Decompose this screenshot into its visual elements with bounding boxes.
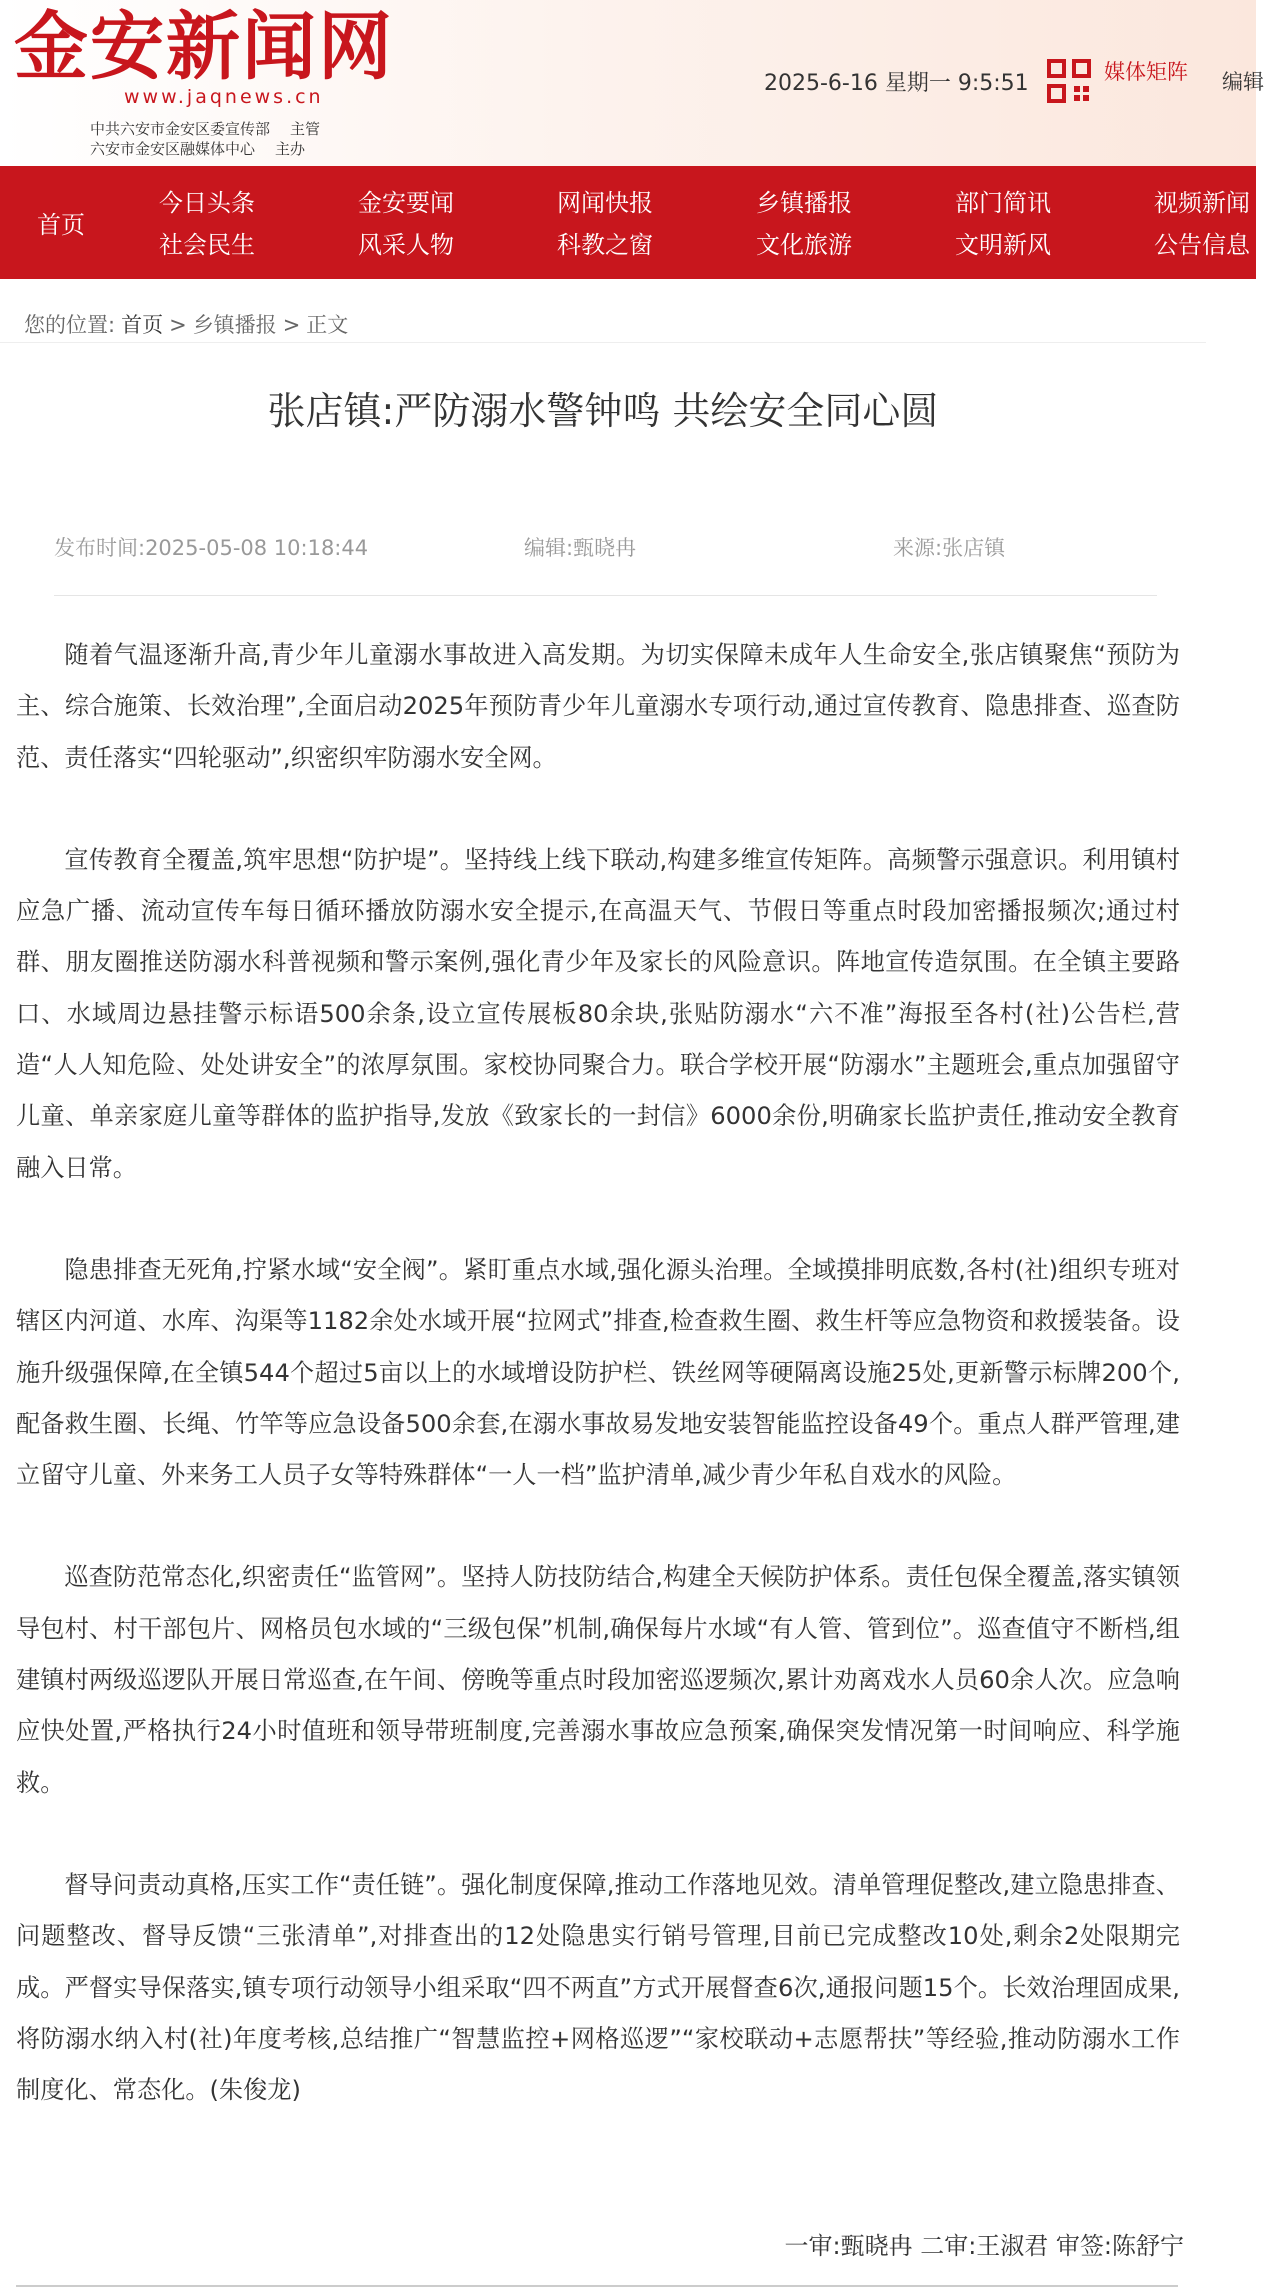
article-paragraph: 隐患排查无死角,拧紧水域“安全阀”。紧盯重点水域,强化源头治理。全域摸排明底数,各村(社)组织专班对辖区内河道、水库、沟渠等1182余处水域开展“拉网式”排查,检查救生圈、救生杆等应急物资和救援装备。设施升级强保障,在全镇544个超过5亩以上的水域增设防护栏、铁丝网等硬隔离设施25处,更新警示标牌200个,配备救生圈、长绳、竹竿等应急设备500余套,在溺水事故易发地安装智能监控设备49个。重点人群严管理,建立留守儿童、外来务工人员子女等特殊群体“一人一档”监护清单,减少青少年私自戏水的风险。 bbox=[16, 1255, 1180, 1490]
media-matrix-link[interactable]: 媒体矩阵 bbox=[1104, 60, 1188, 84]
nav-item[interactable]: 今日头条 bbox=[159, 189, 255, 217]
org-name: 中共六安市金安区委宣传部 bbox=[90, 120, 271, 138]
org-line-1 bbox=[90, 118, 320, 139]
org-line-2 bbox=[90, 138, 305, 159]
nav-item[interactable]: 科教之窗 bbox=[557, 231, 653, 259]
breadcrumb bbox=[24, 309, 348, 339]
breadcrumb-separator: > bbox=[282, 313, 301, 337]
nav-item[interactable]: 视频新闻 bbox=[1154, 189, 1250, 217]
site-logo[interactable]: 金安新闻网 bbox=[14, 4, 394, 90]
article-body bbox=[16, 630, 1180, 2116]
current-datetime: 2025-6-16 星期一 9:5:51 bbox=[764, 71, 1029, 96]
nav-item[interactable]: 网闻快报 bbox=[557, 189, 653, 217]
article-editor: 编辑:甄晓冉 bbox=[524, 536, 637, 560]
nav-item[interactable]: 公告信息 bbox=[1154, 231, 1250, 259]
site-url: www.jaqnews.cn bbox=[124, 86, 324, 108]
site-header bbox=[0, 0, 1264, 166]
article-paragraph: 随着气温逐渐升高,青少年儿童溺水事故进入高发期。为切实保障未成年人生命安全,张店镇聚焦“预防为主、综合施策、长效治理”,全面启动2025年预防青少年儿童溺水专项行动,通过宣传教育、隐患排查、巡查防范、责任落实“四轮驱动”,织密织牢防溺水安全网。 bbox=[16, 641, 1180, 772]
nav-item[interactable]: 风采人物 bbox=[358, 231, 454, 259]
article-paragraph: 巡查防范常态化,织密责任“监管网”。坚持人防技防结合,构建全天候防护体系。责任包保全覆盖,落实镇领导包村、村干部包片、网格员包水域的“三级包保”机制,确保每片水域“有人管、管到位”。巡查值守不断档,组建镇村两级巡逻队开展日常巡查,在午间、傍晚等重点时段加密巡逻频次,累计劝离戏水人员60余人次。应急响应快处置,严格执行24小时值班和领导带班制度,完善溺水事故应急预案,确保突发情况第一时间响应、科学施救。 bbox=[16, 1563, 1180, 1797]
nav-item[interactable]: 金安要闻 bbox=[358, 189, 454, 217]
nav-item[interactable]: 文明新风 bbox=[955, 231, 1051, 259]
article-paragraph: 督导问责动真格,压实工作“责任链”。强化制度保障,推动工作落地见效。清单管理促整改,建立隐患排查、问题整改、督导反馈“三张清单”,对排查出的12处隐患实行销号管理,目前已完成整改10处,剩余2处限期完成。严督实导保落实,镇专项行动领导小组采取“四不两直”方式开展督查6次,通报问题15个。长效治理固成果,将防溺水纳入村(社)年度考核,总结推广“智慧监控+网格巡逻”“家校联动+志愿帮扶”等经验,推动防溺水工作制度化、常态化。(朱俊龙) bbox=[16, 1870, 1180, 2105]
divider bbox=[0, 342, 1206, 343]
nav-item[interactable]: 乡镇播报 bbox=[756, 189, 852, 217]
nav-home[interactable]: 首页 bbox=[37, 211, 85, 239]
article-source: 来源:张店镇 bbox=[893, 536, 1006, 560]
nav-item[interactable]: 社会民生 bbox=[159, 231, 255, 259]
org-role: 主办 bbox=[275, 140, 306, 158]
nav-item[interactable]: 部门简讯 bbox=[955, 189, 1051, 217]
breadcrumb-home-link[interactable]: 首页 bbox=[121, 313, 164, 337]
article-paragraph: 宣传教育全覆盖,筑牢思想“防护堤”。坚持线上线下联动,构建多维宣传矩阵。高频警示强意识。利用镇村应急广播、流动宣传车每日循环播放防溺水安全提示,在高温天气、节假日等重点时段加密播报频次;通过村群、朋友圈推送防溺水科普视频和警示案例,强化青少年及家长的风险意识。阵地宣传造氛围。在全镇主要路口、水域周边悬挂警示标语500余条,设立宣传展板80余块,张贴防溺水“六不准”海报至各村(社)公告栏,营造“人人知危险、处处讲安全”的浓厚氛围。家校协同聚合力。联合学校开展“防溺水”主题班会,重点加强留守儿童、单亲家庭儿童等群体的监护指导,发放《致家长的一封信》6000余份,明确家长监护责任,推动安全教育融入日常。 bbox=[16, 845, 1180, 1182]
breadcrumb-prefix: 您的位置: bbox=[24, 313, 116, 337]
breadcrumb-current: 正文 bbox=[306, 313, 349, 337]
qr-grid-icon[interactable] bbox=[1046, 58, 1092, 104]
article-title: 张店镇:严防溺水警钟鸣 共绘安全同心圆 bbox=[267, 389, 939, 433]
org-role: 主管 bbox=[290, 120, 321, 138]
breadcrumb-separator: > bbox=[169, 313, 187, 337]
review-signoff: 一审:甄晓冉 二审:王淑君 审签:陈舒宁 bbox=[784, 2232, 1184, 2260]
org-name: 六安市金安区融媒体中心 bbox=[90, 140, 256, 158]
publish-time: 发布时间:2025-05-08 10:18:44 bbox=[54, 536, 369, 560]
main-nav bbox=[0, 166, 1256, 279]
nav-item[interactable]: 文化旅游 bbox=[756, 231, 852, 259]
breadcrumb-section-link[interactable]: 乡镇播报 bbox=[192, 313, 277, 337]
edit-link[interactable]: 编辑 bbox=[1222, 70, 1264, 94]
divider bbox=[16, 2285, 1178, 2287]
divider bbox=[54, 595, 1157, 596]
